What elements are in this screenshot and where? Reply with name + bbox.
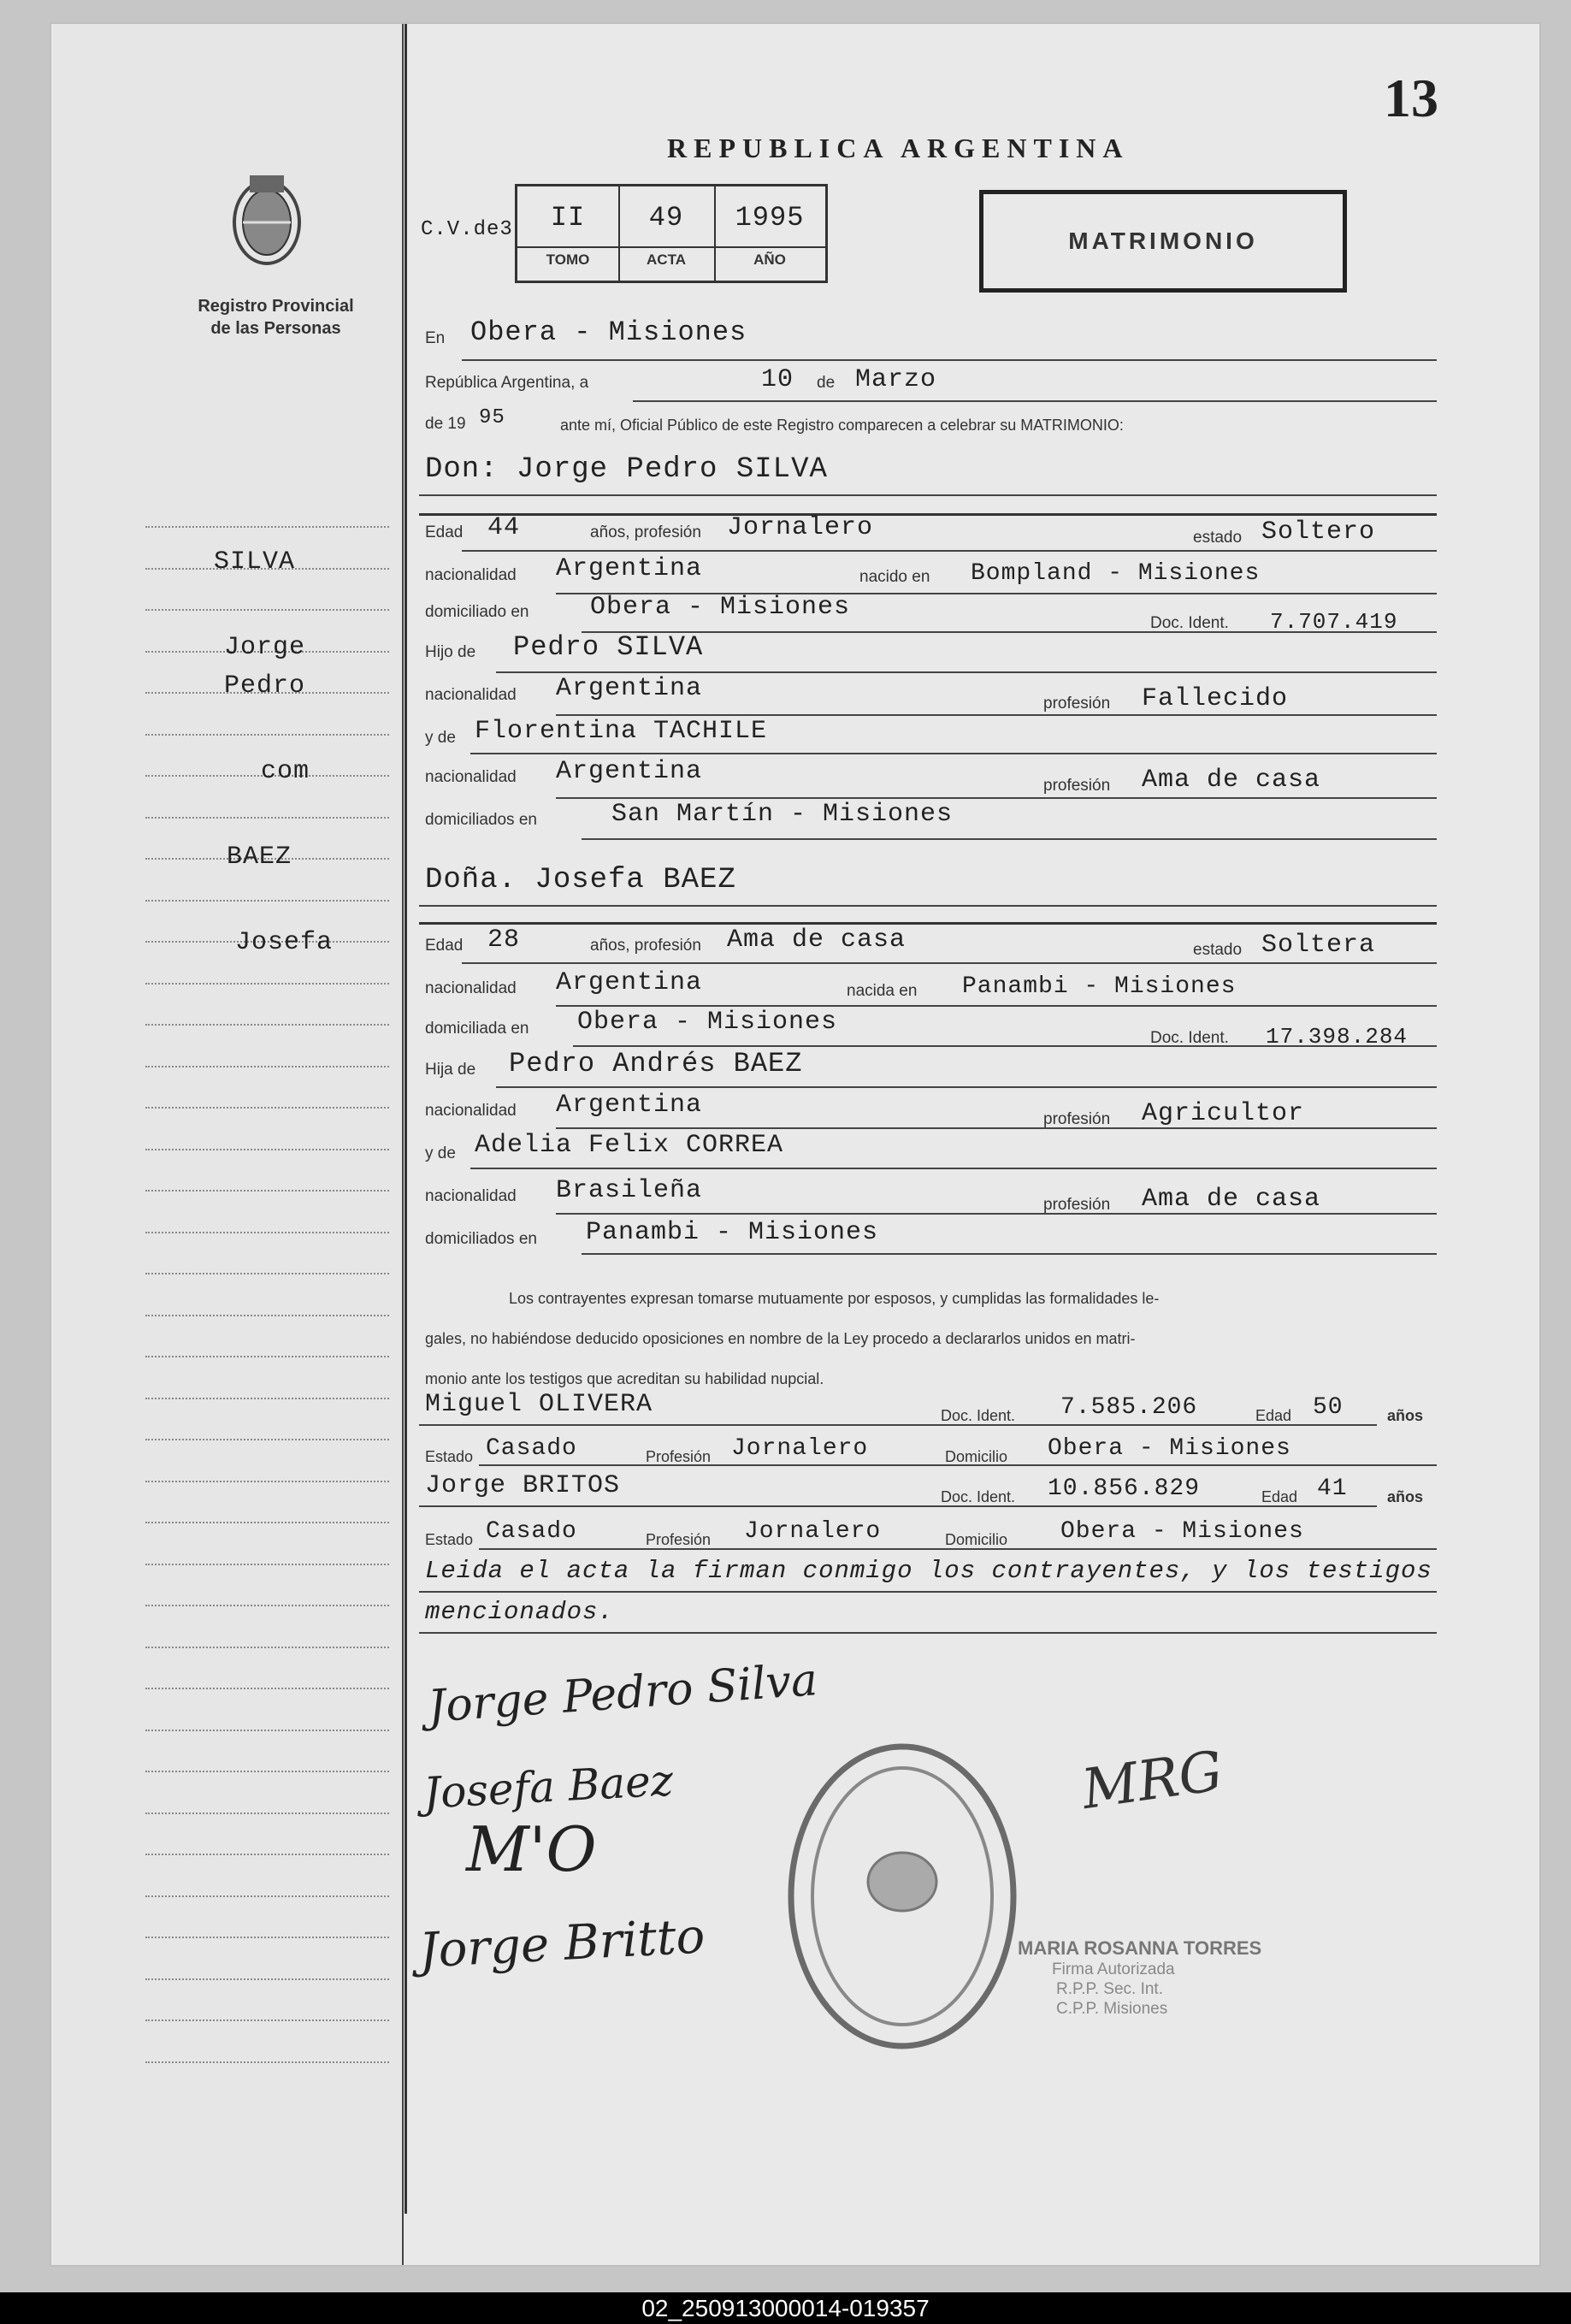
bride-nationality: Argentina bbox=[556, 968, 703, 997]
margin-dotted-line bbox=[145, 1522, 389, 1523]
groom-father: Pedro SILVA bbox=[513, 631, 704, 663]
margin-dotted-line bbox=[145, 1605, 389, 1606]
witness1-estado: Casado bbox=[486, 1435, 577, 1462]
witness1-edad-label: Edad bbox=[1255, 1407, 1292, 1424]
groom-dom-label: domiciliado en bbox=[425, 603, 529, 621]
margin-surname-bride: BAEZ bbox=[227, 843, 292, 872]
groom-estado-label: estado bbox=[1193, 529, 1243, 547]
margin-dotted-line bbox=[145, 1937, 389, 1938]
groom-nationality: Argentina bbox=[556, 554, 703, 583]
margin-dotted-line bbox=[145, 1315, 389, 1316]
groom-estado: Soltero bbox=[1261, 517, 1376, 547]
groom-edad-label: Edad bbox=[425, 523, 464, 541]
margin-firstname-bride: Josefa bbox=[235, 928, 334, 957]
civil-label: C.V.de3 bbox=[421, 218, 513, 241]
groom-mother-profession: Ama de casa bbox=[1142, 766, 1321, 795]
bride-parents-domicile: Panambi - Misiones bbox=[586, 1218, 879, 1247]
bride-mother-prof-label: profesión bbox=[1043, 1196, 1111, 1214]
day: 10 bbox=[761, 365, 794, 394]
tomo-value: II bbox=[550, 202, 586, 234]
witness-signature: Jorge Britto bbox=[417, 1908, 706, 1979]
margin-dotted-line bbox=[145, 2019, 389, 2021]
bride-estado: Soltera bbox=[1261, 931, 1376, 960]
registry-line2: de las Personas bbox=[210, 319, 341, 338]
groom-doc: 7.707.419 bbox=[1270, 609, 1398, 635]
groom-mother-nationality: Argentina bbox=[556, 757, 703, 786]
bride-mother-profession: Ama de casa bbox=[1142, 1185, 1321, 1214]
margin-dotted-line bbox=[145, 1647, 389, 1648]
republica-label: República Argentina, a bbox=[425, 374, 589, 392]
witness2-profession: Jornalero bbox=[744, 1518, 882, 1545]
margin-dotted-line bbox=[145, 1190, 389, 1192]
groom-father-nac-label: nacionalidad bbox=[425, 686, 517, 704]
margin-dotted-line bbox=[145, 900, 389, 902]
ano-label: AÑO bbox=[753, 251, 786, 268]
official-seal-icon bbox=[783, 1736, 1022, 2057]
groom-birthplace: Bompland - Misiones bbox=[971, 560, 1261, 587]
bride-dom-label: domiciliada en bbox=[425, 1020, 529, 1038]
margin-dotted-line bbox=[145, 1688, 389, 1689]
witness2-dom-label: Domicilio bbox=[945, 1531, 1008, 1548]
place: Obera - Misiones bbox=[470, 316, 747, 348]
margin-dotted-line bbox=[145, 1149, 389, 1150]
margin-dotted-line bbox=[145, 1895, 389, 1897]
witness1-domicile: Obera - Misiones bbox=[1048, 1435, 1291, 1462]
registry-label bbox=[171, 295, 381, 340]
margin-connector: com bbox=[261, 757, 310, 786]
bride-mother-nationality: Brasileña bbox=[556, 1176, 703, 1205]
groom-father-profession: Fallecido bbox=[1142, 684, 1289, 713]
margin-dotted-line bbox=[145, 1398, 389, 1399]
ano-value: 1995 bbox=[735, 202, 805, 234]
witness1-age: 50 bbox=[1313, 1394, 1344, 1421]
declaration bbox=[425, 1279, 1434, 1399]
margin-dotted-line bbox=[145, 2061, 389, 2063]
bride-edad-label: Edad bbox=[425, 937, 464, 955]
bride-doms-label: domiciliados en bbox=[425, 1230, 537, 1248]
witness2-edad-label: Edad bbox=[1261, 1488, 1298, 1505]
closing-line2: mencionados. bbox=[425, 1598, 614, 1626]
witness2-estado-label: Estado bbox=[425, 1531, 474, 1548]
declaration-line1: Los contrayentes expresan tomarse mutuamente por esposos, y cumplidas las formalidades le- bbox=[509, 1290, 1160, 1307]
witness1-doc-label: Doc. Ident. bbox=[941, 1407, 1016, 1424]
margin-dotted-line bbox=[145, 1771, 389, 1772]
declaration-line2: gales, no habiéndose deducido oposiciones en nombre de la Ley procedo a declararlos unidos en matri- bbox=[425, 1330, 1136, 1347]
witness2-age: 41 bbox=[1317, 1475, 1348, 1502]
margin-dotted-line bbox=[145, 1439, 389, 1440]
witness2-estado: Casado bbox=[486, 1518, 577, 1545]
bride-age: 28 bbox=[487, 925, 521, 955]
year-suffix: 95 bbox=[479, 406, 505, 429]
month: Marzo bbox=[855, 365, 937, 394]
bride-father: Pedro Andrés BAEZ bbox=[509, 1048, 803, 1079]
bride-anos-label: años, profesión bbox=[590, 937, 701, 955]
page-number: 13 bbox=[1384, 68, 1438, 128]
groom-anos-label: años, profesión bbox=[590, 523, 701, 541]
groom-yde-label: y de bbox=[425, 729, 456, 747]
registry-line1: Registro Provincial bbox=[198, 297, 354, 316]
stamp-line1: MARIA ROSANNA TORRES bbox=[1018, 1937, 1262, 1959]
bride-birthplace: Panambi - Misiones bbox=[962, 973, 1237, 1000]
bride-hija-label: Hija de bbox=[425, 1061, 476, 1079]
groom-age: 44 bbox=[487, 513, 521, 542]
bride-father-profession: Agricultor bbox=[1142, 1099, 1305, 1128]
margin-dotted-line bbox=[145, 526, 389, 528]
margin-dotted-line bbox=[145, 817, 389, 819]
doc-type-box: MATRIMONIO bbox=[979, 190, 1347, 293]
bride-nac-label: nacionalidad bbox=[425, 979, 517, 997]
groom-father-prof-label: profesión bbox=[1043, 695, 1111, 713]
acta-value: 49 bbox=[648, 202, 684, 234]
margin-dotted-line bbox=[145, 1564, 389, 1565]
bride-mother: Adelia Felix CORREA bbox=[475, 1131, 784, 1160]
scan-caption: 02_250913000014-019357 bbox=[0, 2292, 1571, 2324]
margin-dotted-line bbox=[145, 1978, 389, 1980]
country-title: REPUBLICA ARGENTINA bbox=[667, 133, 1130, 163]
witness2-anos-label: años bbox=[1387, 1488, 1424, 1505]
groom-nac-label: nacionalidad bbox=[425, 566, 517, 584]
bride-mother-nac-label: nacionalidad bbox=[425, 1187, 517, 1205]
groom-nacido-label: nacido en bbox=[859, 568, 930, 586]
tomo-label: TOMO bbox=[546, 251, 590, 268]
margin-dotted-line bbox=[145, 1107, 389, 1109]
groom-domicile: Obera - Misiones bbox=[590, 593, 851, 622]
bride-doc: 17.398.284 bbox=[1266, 1024, 1409, 1050]
year-prefix: de 19 bbox=[425, 415, 466, 433]
witness1-doc: 7.585.206 bbox=[1060, 1394, 1198, 1421]
margin-dotted-line bbox=[145, 1066, 389, 1067]
stamp-line2: Firma Autorizada bbox=[1052, 1960, 1175, 1978]
margin-dotted-line bbox=[145, 1730, 389, 1731]
bride-domicile: Obera - Misiones bbox=[577, 1008, 838, 1037]
witness1-prof-label: Profesión bbox=[646, 1448, 712, 1465]
stamp-line4: C.P.P. Misiones bbox=[1056, 2000, 1168, 2018]
margin-dotted-line bbox=[145, 1812, 389, 1814]
margin-dotted-line bbox=[145, 1854, 389, 1855]
stamp-line3: R.P.P. Sec. Int. bbox=[1056, 1980, 1163, 1998]
groom-name: Don: Jorge Pedro SILVA bbox=[425, 453, 828, 486]
groom-signature: Jorge Pedro Silva bbox=[426, 1654, 819, 1733]
official-signature: MRG bbox=[1078, 1739, 1227, 1823]
witness1-estado-label: Estado bbox=[425, 1448, 474, 1465]
groom-doms-label: domiciliados en bbox=[425, 811, 537, 829]
groom-parents-domicile: San Martín - Misiones bbox=[611, 800, 954, 829]
margin-dotted-line bbox=[145, 734, 389, 736]
margin-dotted-line bbox=[145, 1273, 389, 1274]
bride-name: Doña. Josefa BAEZ bbox=[425, 864, 736, 896]
margin-dotted-line bbox=[145, 1356, 389, 1357]
closing-line1: Leida el acta la firman conmigo los contrayentes, y los testigos bbox=[425, 1557, 1432, 1585]
bride-signature: Josefa Baez bbox=[422, 1755, 675, 1818]
bride-profession: Ama de casa bbox=[727, 925, 907, 955]
margin-dotted-line bbox=[145, 1024, 389, 1026]
en-label: En bbox=[425, 329, 446, 347]
margin-dotted-line bbox=[145, 609, 389, 611]
witness2-prof-label: Profesión bbox=[646, 1531, 712, 1548]
groom-mother-prof-label: profesión bbox=[1043, 777, 1111, 795]
groom-mother: Florentina TACHILE bbox=[475, 717, 768, 746]
groom-father-nationality: Argentina bbox=[556, 674, 703, 703]
groom-mother-nac-label: nacionalidad bbox=[425, 768, 517, 786]
groom-doc-label: Doc. Ident. bbox=[1150, 614, 1229, 632]
witness1-profession: Jornalero bbox=[731, 1435, 869, 1462]
bride-father-nationality: Argentina bbox=[556, 1091, 703, 1120]
margin-column bbox=[51, 24, 404, 2265]
witness2-doc: 10.856.829 bbox=[1048, 1475, 1201, 1502]
acta-label: ACTA bbox=[647, 251, 686, 268]
de-label: de bbox=[817, 374, 836, 392]
margin-dotted-line bbox=[145, 983, 389, 985]
bride-yde-label: y de bbox=[425, 1144, 456, 1162]
mark-signature: M'O bbox=[466, 1813, 597, 1885]
coat-of-arms-icon bbox=[224, 158, 310, 274]
bride-father-nac-label: nacionalidad bbox=[425, 1102, 517, 1120]
margin-surname-groom: SILVA bbox=[214, 547, 296, 577]
bride-doc-label: Doc. Ident. bbox=[1150, 1029, 1229, 1047]
bride-father-prof-label: profesión bbox=[1043, 1110, 1111, 1128]
witness2-domicile: Obera - Misiones bbox=[1060, 1518, 1304, 1545]
witness1-anos-label: años bbox=[1387, 1407, 1424, 1424]
margin-firstname-groom: Jorge bbox=[224, 633, 306, 662]
margin-middlename-groom: Pedro bbox=[224, 671, 306, 701]
witness2-name: Jorge BRITOS bbox=[425, 1471, 621, 1500]
bride-nacida-label: nacida en bbox=[847, 982, 918, 1000]
record-box bbox=[515, 184, 828, 283]
main-border bbox=[405, 24, 407, 2214]
witness1-name: Miguel OLIVERA bbox=[425, 1390, 653, 1419]
groom-profession: Jornalero bbox=[727, 513, 874, 542]
margin-dotted-line bbox=[145, 1232, 389, 1233]
witness1-dom-label: Domicilio bbox=[945, 1448, 1008, 1465]
witness2-doc-label: Doc. Ident. bbox=[941, 1488, 1016, 1505]
groom-hijo-label: Hijo de bbox=[425, 643, 476, 661]
margin-dotted-line bbox=[145, 1481, 389, 1482]
bride-estado-label: estado bbox=[1193, 941, 1243, 959]
declaration-line3: monio ante los testigos que acreditan su habilidad nupcial. bbox=[425, 1370, 824, 1387]
ante-text: ante mí, Oficial Público de este Registro comparecen a celebrar su MATRIMONIO: bbox=[560, 417, 1124, 434]
